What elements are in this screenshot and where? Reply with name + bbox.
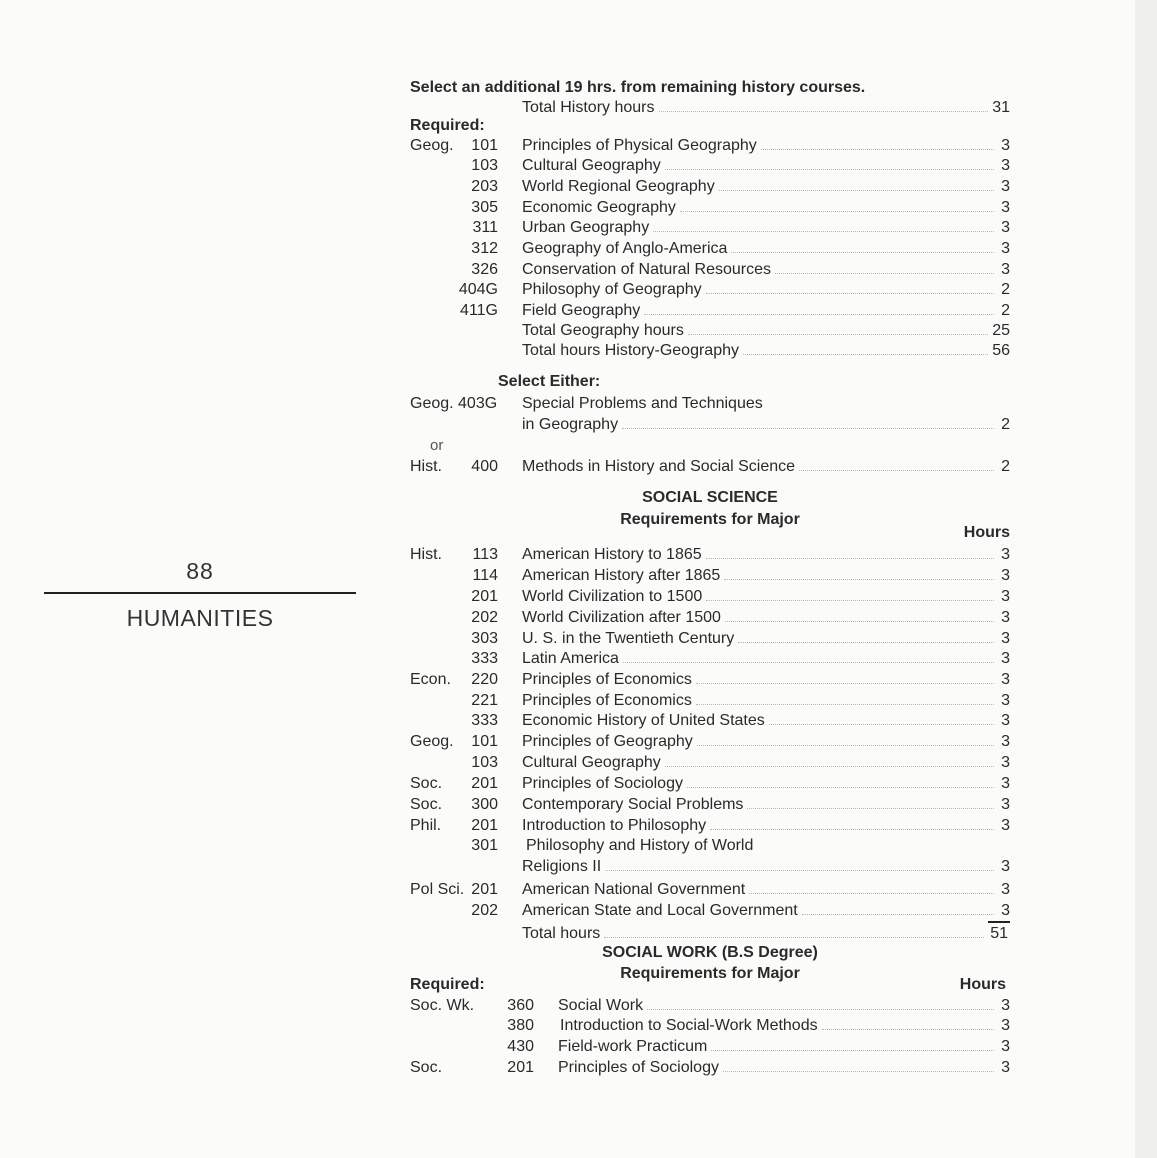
geography-total-row [410, 320, 1010, 341]
num: 312 [471, 240, 498, 257]
history-geography-total-row [410, 340, 1010, 361]
title-line1: Philosophy and History of World [526, 837, 754, 854]
dept: Phil. [410, 817, 442, 834]
title: Principles of Geography [522, 733, 693, 750]
dept: Geog. [410, 137, 454, 154]
course-row [410, 238, 1010, 259]
select-text: Select an additional 19 hrs. from remaining history courses. [410, 79, 866, 96]
hours: 3 [1001, 546, 1010, 563]
combined-label: Total hours History-Geography [522, 342, 739, 359]
option-geog-403g [410, 393, 1010, 414]
hours: 2 [1001, 302, 1010, 319]
title: U. S. in the Twentieth Century [522, 630, 735, 647]
dept: Econ. [410, 671, 451, 688]
heading: Select Either: [498, 373, 601, 390]
course-row [410, 1057, 1010, 1078]
num: 311 [472, 219, 498, 236]
hours: 3 [1001, 997, 1010, 1014]
page-number: 88 [186, 558, 214, 584]
num: 333 [471, 712, 498, 729]
hours: 3 [1001, 881, 1010, 898]
total-hours: 25 [992, 322, 1010, 339]
title: World Civilization to 1500 [522, 588, 703, 605]
course-row [410, 815, 1010, 836]
subheading: Requirements for Major [620, 511, 800, 528]
num: 201 [507, 1059, 534, 1076]
combined-hours: 56 [992, 342, 1010, 359]
title: Principles of Economics [522, 692, 692, 709]
course-row [410, 544, 1010, 565]
title: Field Geography [522, 302, 641, 319]
dept: Geog. [410, 733, 454, 750]
num: 404G [458, 281, 498, 298]
hours: 3 [1001, 796, 1010, 813]
num: 103 [471, 754, 498, 771]
title: American National Government [522, 881, 746, 898]
title: Latin America [522, 650, 619, 667]
dept: Hist. [410, 546, 442, 563]
hours: 3 [1001, 754, 1010, 771]
course-row [410, 197, 1010, 218]
dept: Soc. Wk. [410, 997, 475, 1014]
course-requirements [410, 0, 1010, 1158]
title: Contemporary Social Problems [522, 796, 744, 813]
title: Principles of Economics [522, 671, 692, 688]
hours: 3 [1001, 567, 1010, 584]
num: 201 [471, 881, 498, 898]
course-row [410, 669, 1010, 690]
title: Economic Geography [522, 199, 676, 216]
geography-required-label [410, 115, 1010, 136]
title: Economic History of United States [522, 712, 765, 729]
num: 360 [507, 997, 534, 1014]
option2-dept: Hist. [410, 458, 442, 475]
hours: 3 [1001, 1038, 1010, 1055]
option2-num: 400 [471, 458, 498, 475]
num: 103 [471, 157, 498, 174]
title: Introduction to Social-Work Methods [560, 1017, 818, 1034]
num: 305 [471, 199, 498, 216]
option1-hours: 2 [1001, 416, 1010, 433]
course-row [410, 586, 1010, 607]
course-row [410, 794, 1010, 815]
course-row [410, 135, 1010, 156]
hours: 2 [1001, 281, 1010, 298]
hours: 3 [1001, 137, 1010, 154]
num: 333 [471, 650, 498, 667]
required-label: Required: [410, 117, 485, 134]
course-row [410, 176, 1010, 197]
num: 201 [471, 817, 498, 834]
option2-title: Methods in History and Social Science [522, 458, 796, 475]
or-label [410, 435, 1010, 456]
title: World Regional Geography [522, 178, 715, 195]
title: Cultural Geography [522, 754, 661, 771]
option2-hours: 2 [1001, 458, 1010, 475]
num: 201 [471, 775, 498, 792]
hours: 3 [1001, 199, 1010, 216]
course-row [410, 607, 1010, 628]
num: 202 [471, 902, 498, 919]
course-row-cont [410, 856, 1010, 877]
social-work-header-row [410, 974, 1010, 995]
course-row [410, 773, 1010, 794]
option1-dept: Geog. 403G [410, 395, 498, 412]
page-edge-shadow [1135, 0, 1157, 1158]
course-row [410, 155, 1010, 176]
hours: 3 [1001, 858, 1010, 875]
or-label: or [430, 437, 444, 454]
heading: SOCIAL SCIENCE [642, 489, 778, 506]
title: American History to 1865 [522, 546, 702, 563]
title: Principles of Physical Geography [522, 137, 757, 154]
option1-title-line2: in Geography [522, 416, 619, 433]
hours: 3 [1001, 178, 1010, 195]
title: World Civilization after 1500 [522, 609, 721, 626]
option-geog-403g-cont [410, 414, 1010, 435]
num: 380 [507, 1017, 534, 1034]
course-row [410, 900, 1010, 921]
course-row [410, 648, 1010, 669]
social-science-total-row [410, 921, 1010, 942]
hours: 3 [1001, 1017, 1010, 1034]
course-row [410, 879, 1010, 900]
department-label: HUMANITIES [126, 605, 274, 631]
select-either-heading [410, 371, 1010, 392]
hours: 3 [1001, 817, 1010, 834]
history-select-note [410, 77, 1010, 98]
num: 221 [471, 692, 498, 709]
title: Field-work Practicum [558, 1038, 708, 1055]
course-row [410, 752, 1010, 773]
num: 300 [471, 796, 498, 813]
hours-label: Hours [959, 976, 1006, 993]
dept: Pol Sci. [410, 881, 465, 898]
course-row [410, 1036, 1010, 1057]
total-label: Total Geography hours [522, 322, 684, 339]
hours: 3 [1001, 692, 1010, 709]
title: American History after 1865 [522, 567, 721, 584]
num: 114 [472, 567, 498, 584]
dept: Soc. [410, 796, 443, 813]
option1-title-line1: Special Problems and Techniques [522, 395, 763, 412]
num: 301 [471, 837, 498, 854]
title: Principles of Sociology [522, 775, 683, 792]
course-row [410, 259, 1010, 280]
hours: 3 [1001, 240, 1010, 257]
dept: Soc. [410, 775, 443, 792]
required-label: Required: [410, 976, 485, 993]
hours: 3 [1001, 630, 1010, 647]
hours: 3 [1001, 157, 1010, 174]
course-row [410, 279, 1010, 300]
subheading: Requirements for Major [620, 965, 800, 982]
num: 201 [471, 588, 498, 605]
course-row [410, 690, 1010, 711]
hours: 3 [1001, 775, 1010, 792]
course-row [410, 565, 1010, 586]
hours-label: Hours [963, 524, 1010, 541]
title: Geography of Anglo-America [522, 240, 728, 257]
num: 411G [460, 302, 498, 319]
title: Principles of Sociology [558, 1059, 719, 1076]
title: Urban Geography [522, 219, 650, 236]
social-science-hours-header [410, 522, 1010, 543]
total-hours-value: 51 [988, 921, 1010, 944]
title: Conservation of Natural Resources [522, 261, 772, 278]
title: Philosophy of Geography [522, 281, 702, 298]
title: Cultural Geography [522, 157, 661, 174]
course-row [410, 1015, 1010, 1036]
num: 430 [507, 1038, 534, 1055]
title-line2: Religions II [522, 858, 602, 875]
hours: 3 [1001, 219, 1010, 236]
hours: 3 [1001, 671, 1010, 688]
course-row [410, 731, 1010, 752]
num: 326 [471, 261, 498, 278]
num: 203 [471, 178, 498, 195]
course-row [410, 835, 1010, 856]
course-row [410, 995, 1010, 1016]
hours: 3 [1001, 712, 1010, 729]
hours: 3 [1001, 261, 1010, 278]
social-work-heading [410, 942, 1010, 963]
total-hours: 31 [992, 99, 1010, 116]
total-label: Total History hours [522, 99, 655, 116]
total-label: Total hours [522, 925, 601, 942]
course-row [410, 710, 1010, 731]
hours: 3 [1001, 902, 1010, 919]
num: 220 [471, 671, 498, 688]
hours: 3 [1001, 733, 1010, 750]
hours: 3 [1001, 1059, 1010, 1076]
hours: 3 [1001, 609, 1010, 626]
course-row [410, 300, 1010, 321]
course-row [410, 628, 1010, 649]
option-hist-400 [410, 456, 1010, 477]
title: Social Work [558, 997, 644, 1014]
social-science-heading [410, 487, 1010, 508]
hours: 3 [1001, 588, 1010, 605]
num: 303 [471, 630, 498, 647]
num: 101 [471, 137, 498, 154]
title: American State and Local Government [522, 902, 798, 919]
course-row [410, 217, 1010, 238]
num: 113 [472, 546, 498, 563]
dept: Soc. [410, 1059, 443, 1076]
num: 101 [471, 733, 498, 750]
hours: 3 [1001, 650, 1010, 667]
sidebar-divider [44, 592, 356, 594]
heading: SOCIAL WORK (B.S Degree) [602, 944, 818, 961]
title: Introduction to Philosophy [522, 817, 707, 834]
num: 202 [471, 609, 498, 626]
